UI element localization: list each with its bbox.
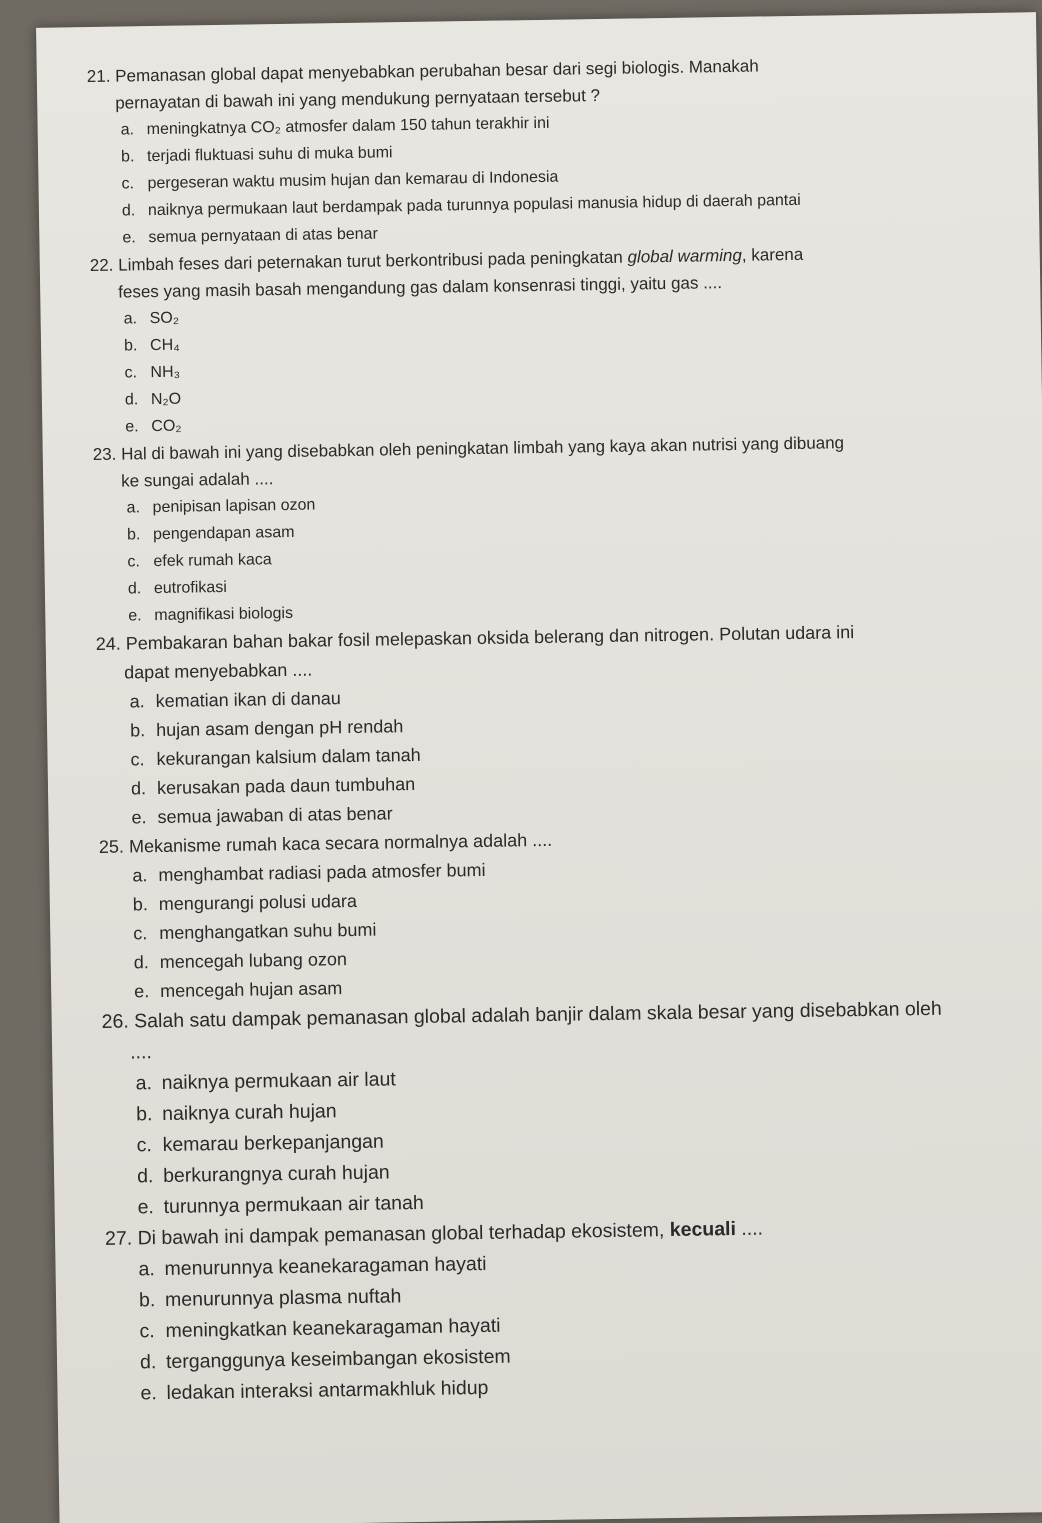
option-list (93, 480, 1030, 630)
option-b: b. mengurangi polusi udara (132, 890, 358, 915)
question-text: feses yang masih basah mengandung gas dalam konsenrasi tinggi, yaitu gas .... (118, 273, 723, 302)
question-text: pernayatan di bawah ini yang mendukung pernyataan tersebut ? (115, 86, 601, 113)
option-e: e. semua pernyataan di atas benar (122, 225, 378, 247)
option-c: c. meningkatkan keanekaragaman hayati (139, 1314, 501, 1343)
option-d: d. N₂O (124, 390, 182, 409)
option-d: d. kerusakan pada daun tumbuhan (130, 773, 416, 799)
option-e: e. semua jawaban di atas benar (131, 803, 393, 828)
option-list (90, 291, 1027, 441)
option-a: a. menurunnya keanekaragaman hayati (138, 1252, 487, 1281)
option-list (99, 847, 1036, 1007)
option-d: d. terganggunya keseimbangan ekosistem (139, 1345, 511, 1374)
question-text: .... (129, 1041, 153, 1064)
question-text-emphasis: kecuali (669, 1218, 737, 1242)
option-b: b. terjadi fluktuasi suhu di muka bumi (120, 144, 393, 166)
question-text: , karena (741, 244, 804, 265)
option-e: e. mencegah hujan asam (134, 978, 343, 1002)
option-e: e. CO₂ (125, 417, 182, 436)
question-text: Pembakaran bahan bakar fosil melepaskan oksida belerang dan nitrogen. Polutan udara ini (125, 622, 855, 654)
question-number: 25. (98, 836, 125, 857)
question-text: Pemanasan global dapat menyebabkan perubahan besar dari segi biologis. Manakah (115, 56, 759, 86)
option-a: a. naiknya permukaan air laut (135, 1068, 396, 1095)
option-e: e. ledakan interaksi antarmakhluk hidup (140, 1376, 489, 1405)
option-d: d. eutrofikasi (127, 578, 227, 598)
option-b: b. CH₄ (123, 336, 180, 355)
option-list (96, 673, 1033, 833)
question-list (87, 48, 1042, 1410)
option-list (105, 1240, 1042, 1410)
option-c: c. efek rumah kaca (127, 551, 272, 571)
option-d: d. naiknya permukaan laut berdampak pada turunnya populasi manusia hidup di daerah pantai (121, 191, 801, 220)
question-25 (99, 818, 1037, 1007)
option-a: a. penipisan lapisan ozon (126, 496, 316, 517)
question-27 (105, 1209, 1042, 1410)
question-text: Mekanisme rumah kaca secara normalnya adalah .... (128, 829, 553, 857)
option-b: b. pengendapan asam (126, 523, 295, 544)
question-24 (96, 615, 1034, 833)
option-d: d. berkurangnya curah hujan (136, 1161, 390, 1188)
question-text: Limbah feses dari peternakan turut berkontribusi pada peningkatan (118, 247, 628, 275)
option-c: c. pergeseran waktu musim hujan dan kemarau di Indonesia (121, 168, 559, 193)
option-e: e. turunnya permukaan air tanah (137, 1191, 424, 1219)
option-a: a. meningkatnya CO₂ atmosfer dalam 150 tahun terakhir ini (120, 114, 550, 139)
option-d: d. mencegah lubang ozon (133, 949, 348, 973)
option-c: c. kekurangan kalsium dalam tanah (130, 744, 421, 770)
question-23 (93, 426, 1031, 630)
question-21 (87, 48, 1025, 252)
question-text: dapat menyebabkan .... (124, 659, 313, 683)
option-list (87, 102, 1024, 252)
option-a: a. menghambat radiasi pada atmosfer bumi (132, 859, 486, 886)
option-b: b. menurunnya plasma nuftah (138, 1285, 402, 1312)
question-number: 23. (92, 444, 117, 465)
question-text: Hal di bawah ini yang disebabkan oleh peningkatan limbah yang kaya akan nutrisi yang dibuang (120, 433, 845, 464)
question-26 (101, 992, 1039, 1224)
option-b: b. naiknya curah hujan (135, 1100, 337, 1126)
option-c: c. menghangatkan suhu bumi (133, 919, 377, 944)
option-list (102, 1054, 1039, 1224)
question-22 (90, 237, 1028, 441)
question-number: 27. (104, 1227, 133, 1250)
question-number: 24. (95, 633, 121, 654)
option-c: c. NH₃ (124, 363, 181, 382)
question-text: .... (735, 1217, 764, 1241)
question-text-emphasis: global warming (627, 245, 742, 267)
question-number: 22. (89, 255, 114, 276)
option-a: a. SO₂ (123, 309, 180, 328)
question-text: ke sungai adalah .... (121, 469, 274, 491)
question-text: Di bawah ini dampak pemanasan global terhadap ekosistem, (137, 1219, 670, 1250)
option-b: b. hujan asam dengan pH rendah (129, 716, 404, 741)
worksheet-paper (36, 12, 1042, 1523)
option-e: e. magnifikasi biologis (128, 604, 294, 625)
question-text: Salah satu dampak pemanasan global adalah banjir dalam skala besar yang disebabkan oleh (134, 997, 942, 1033)
question-number: 21. (86, 66, 111, 87)
option-c: c. kemarau berkepanjangan (136, 1130, 384, 1157)
question-number: 26. (101, 1010, 129, 1033)
option-a: a. kematian ikan di danau (129, 688, 341, 712)
